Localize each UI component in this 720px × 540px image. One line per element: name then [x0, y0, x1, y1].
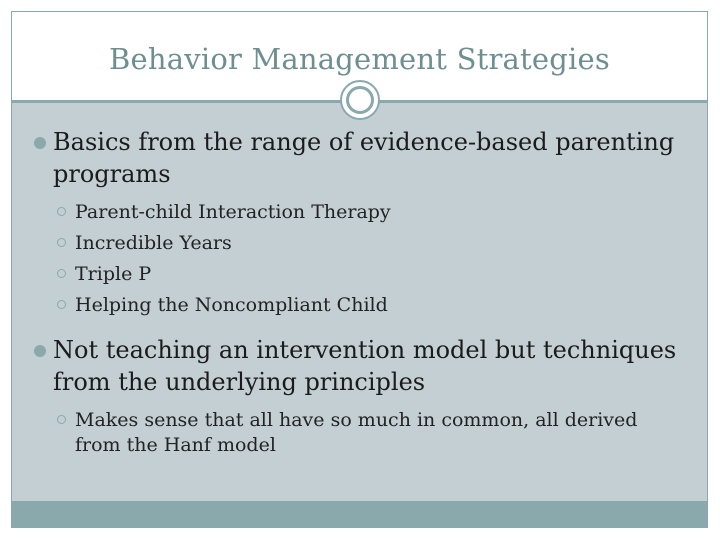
- bullet-icon: [34, 137, 46, 149]
- open-bullet-icon: [57, 269, 66, 278]
- sub-list-item: [12, 200, 682, 225]
- open-bullet-icon: [57, 207, 66, 216]
- bullet-list: [12, 126, 682, 458]
- bullet-text: Basics from the range of evidence-based parenting programs: [53, 128, 675, 188]
- circle-ornament-icon: [340, 80, 380, 120]
- sub-bullet-text: Parent-child Interaction Therapy: [75, 201, 391, 223]
- slide-title: Behavior Management Strategies: [109, 42, 610, 76]
- sub-bullet-text: Makes sense that all have so much in common, all derived from the Hanf model: [75, 409, 638, 456]
- list-item: [12, 334, 682, 398]
- sub-bullet-text: Triple P: [75, 263, 152, 285]
- sub-list-item: [12, 408, 682, 458]
- list-item: [12, 126, 682, 190]
- open-bullet-icon: [57, 238, 66, 247]
- sub-list-item: [12, 262, 682, 287]
- footer-bar: [12, 501, 707, 527]
- sub-bullet-text: Incredible Years: [75, 232, 232, 254]
- bullet-text: Not teaching an intervention model but techniques from the underlying principles: [53, 336, 677, 396]
- sub-bullet-text: Helping the Noncompliant Child: [75, 294, 388, 316]
- bullet-icon: [34, 345, 46, 357]
- open-bullet-icon: [57, 415, 66, 424]
- sub-list-item: [12, 231, 682, 256]
- sub-list-item: [12, 293, 682, 318]
- open-bullet-icon: [57, 300, 66, 309]
